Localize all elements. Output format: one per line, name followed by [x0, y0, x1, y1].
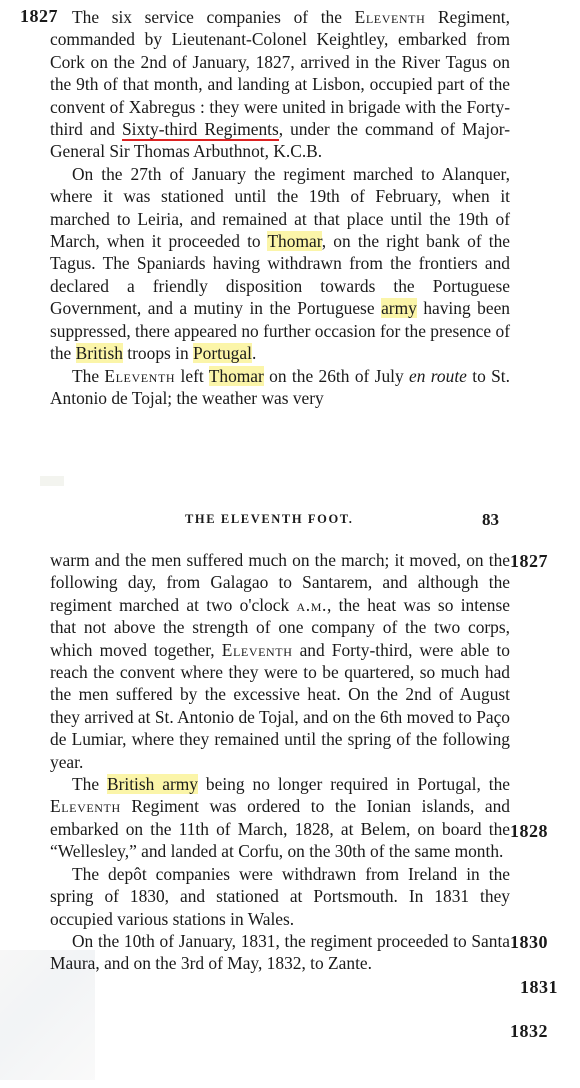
highlight-british: British [75, 343, 123, 364]
paragraph-thomar-departure [50, 365, 510, 410]
text-run: to St. Antonio de Tojal; the weather was very [50, 365, 510, 408]
text-run: troops in [122, 343, 193, 364]
highlight-thomar: Thomar [208, 365, 264, 386]
paragraph-depot-companies [50, 863, 510, 930]
margin-year-1831: 1831 [520, 977, 558, 997]
text-run: on the 26th of July [263, 365, 410, 386]
paragraph-march-heat [50, 549, 510, 773]
paragraph-alanquer [50, 163, 510, 365]
text-run: The [72, 365, 105, 386]
margin-year-1832: 1832 [510, 1021, 548, 1041]
margin-year-1830: 1830 [510, 932, 548, 952]
text-run: Regiment was ordered to the Ionian islands, and embarked on the 11th of March, 1828, at Belem, on board the “Wellesley,” and landed at Corfu, on the 30th of the same month. [50, 796, 510, 862]
text-run: having been suppressed, there appeared no further occasion for the presence of the [50, 298, 510, 364]
highlight-portugal: Portugal [193, 343, 252, 364]
text-run: On the 27th of January the regiment marched to Alanquer, where it was stationed until the 19th of February, when it marched to Leiria, and remained at that place until the 19th of March, when it proceeded to [50, 163, 510, 252]
text-run: and Forty-third, were able to reach the convent where they were to be quartered, so much had the men suffered by the excessive heat. On the 2nd of August they arrived at St. Antonio de Tojal, and on the 6th moved to Paço de Lumiar, where they remained until the spring of the following year. [50, 639, 510, 772]
text-run: The depôt companies were withdrawn from Ireland in the spring of 1830, and stationed at Portsmouth. In 1831 they occupied various stations in Wales. [50, 863, 510, 929]
small-caps-am: a.m. [296, 594, 327, 615]
paragraph-ionian-islands [50, 773, 510, 863]
highlight-thomar: Thomar [267, 231, 322, 252]
small-caps-eleventh: Eleventh [221, 639, 293, 660]
text-run: left [175, 365, 209, 386]
running-title: THE ELEVENTH FOOT. [185, 512, 354, 526]
text-run: warm and the men suffered much on the march; it moved, on the following day, from Galagao to Santarem, and although the regiment marched at two o'clock [50, 550, 510, 615]
margin-year-1827-top: 1827 [20, 6, 58, 26]
text-run: On the 10th of January, 1831, the regiment proceeded to Santa Maura, and on the 3rd of May, 1832, to Zante. [50, 930, 510, 974]
text-run: being no longer required in Portugal, the [198, 774, 510, 795]
text-run: . [251, 343, 257, 364]
running-header [50, 510, 510, 534]
highlight-army: army [381, 298, 417, 319]
text-run: The six service companies of the [72, 7, 355, 27]
scan-speck [40, 476, 64, 486]
text-run: , under the command of Major-General Sir Thomas Arbuthnot, K.C.B. [50, 119, 510, 162]
small-caps-eleventh: Eleventh [50, 796, 121, 817]
small-caps-eleventh: Eleventh [354, 7, 426, 27]
text-run: , the heat was so intense that not above the strength of one company of the two corps, which moved together, [50, 594, 510, 660]
margin-year-1827-continued: 1827 [510, 551, 548, 571]
text-run: Regiment, commanded by Lieutenant-Colonel Keightley, embarked from Cork on the 2nd of January, 1827, arrived in the River Tagus on the 9th of that month, and landing at Lisbon, occupied part of the convent of Xabregus : they were united in brigade with the Forty-third and [50, 7, 510, 140]
small-caps-eleventh: Eleventh [104, 365, 176, 386]
margin-year-1828: 1828 [510, 821, 548, 841]
page-number: 83 [482, 510, 499, 529]
text-run: , on the right bank of the Tagus. The Spaniards having withdrawn from the frontiers and declared a friendly disposition towards the Portuguese Government, and a mutiny in the Portuguese [50, 231, 511, 319]
highlight-british-army: British army [106, 774, 198, 795]
paragraph-embarkation [50, 6, 510, 163]
italic-en-route: en route [409, 365, 467, 386]
text-run: The [72, 774, 107, 795]
paragraph-santa-maura [50, 930, 510, 975]
lower-text-column [50, 549, 510, 975]
upper-text-column [50, 6, 510, 409]
underlined-phrase: Sixty-third Regiments [121, 119, 279, 140]
